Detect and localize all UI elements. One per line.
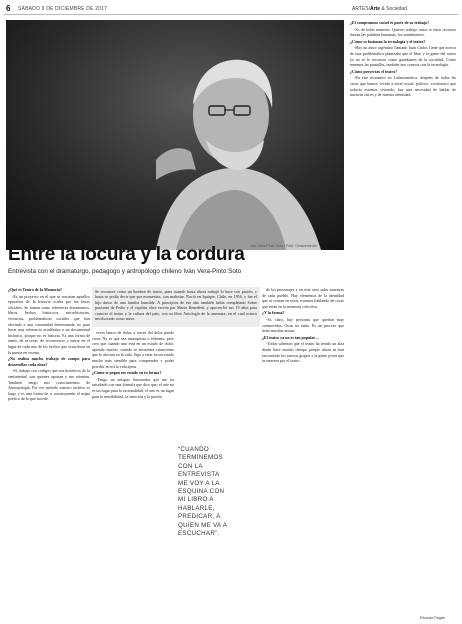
question: ¿No realiza mucho trabajo de campo para desarrollar cada obra? xyxy=(8,356,90,367)
article-subtitle: Entrevista con el dramaturgo, pedagogo y antropólogo chileno Iván Vera-Pinto Soto xyxy=(8,268,242,275)
photo-credit: Ricardo Pagán xyxy=(420,616,446,620)
publication-date: SÁBADO 9 DE DICIEMBRE DE 2017 xyxy=(18,6,108,12)
answer: -Todos sabemos que el teatro ha tenido un alza desde hace mucho tiempo porque ahora se han encontrado los nuevos grupos y la gente joven que se interesa por el teatro. xyxy=(262,341,344,364)
intro-box xyxy=(92,287,260,327)
article-title: Entre la locura y la cordura xyxy=(8,244,245,265)
article-column-3 xyxy=(262,287,344,617)
article-column-right xyxy=(350,20,456,614)
question: ¿Qué es Teatro de la Memoria? xyxy=(8,287,62,292)
question: ¿El teatro ya no es tan popular… xyxy=(262,334,320,340)
answer: de los personajes y en este caso sales muestras de cada pueblo. Hay elementos de la identidad que se cruzan en estos, estamos hablando de cosas que están en la memoria colectiva. xyxy=(262,287,344,309)
portrait-photo xyxy=(6,20,344,250)
section-label: ARTES/Arte & Sociedad xyxy=(352,6,407,12)
header-rule xyxy=(4,14,458,15)
question: ¿Cómo se fusionan la tecnología y el teatro? xyxy=(350,38,426,44)
article-column-2 xyxy=(92,330,174,617)
answer: -Es un proyecto en el que se rescatan aquellos episodios de la historia oculta por las letras oficiales. Se toman como referencia documentos, libros, hechos históricos, microhistorias, vivencias, problemáticas sociales que han afectado a una comunidad determinada, no para hacer una referencia académica o un documental histórico, porque no es historia. Es una forma de sentir, de re-crear, de reconocerse y entrar en el lugar de cada uno de los hechos que ocurrieron en la puesta en escena. xyxy=(8,293,90,355)
question: ¿El compromiso social es parte de su trabajo? xyxy=(350,20,430,25)
intro-text: Se reconoce como un hombre de teatro, pues cuando hasta ahora trabajó lo hace con pasión, y hasta se podía decir que por momentos, con malestar. Nació en Iquique, Chile, en 1956, y fue el hijo único de una familia humilde. A principios de ese año también había completado Sobre pasiones de Pedro y el capitán, obra escrita por Mario Benedetti, y aprovechó sus 19 años para conocer el teatro y la cultura del país, con su libro Antología de la amenaza, en el cual estuvo involucrado como autor. xyxy=(95,289,257,322)
answer: -Tengo un antiguo historiador que me ha estudiado con una fórmula que dice que: el arte no es un lugar para la racionalidad, el arte es un lugar para la sensibilidad, la emoción y la pasión. xyxy=(92,376,174,399)
question: ¿Y la forma? xyxy=(262,310,285,316)
answer: -Sí, trabajo con códigos que son históricos de lo sentimental, son quienes aportan y me orientan. También tengo mis conocimientos de Antropología. Por ese método nuestro archivo es largo y es una forma de ir construyendo el mapa poético de lo que sucede. xyxy=(8,368,90,402)
pull-quote-text: “CUANDO TERMINEMOS CON LA ENTREVISTA ME VOY A LA ESQUINA CON MI LIBRO A HABLARLE, PREDICAR, A QUIEN ME VA A ESCUCHAR”. xyxy=(178,446,227,538)
answer: -Hay un autor argentino llamado Juan Carlos Gené que acerca de esta problemática planteaba que el libro y la gente del teatro ya no se le reconoce como guardianes de la sociedad. Como tenemos las pantallas, también nos conecta con la tecnología. xyxy=(350,45,456,68)
question: ¿Cómo te pegan ese estado en tu forma? xyxy=(92,370,162,376)
answer: -Sí, claro, hay personas que quedan muy conmovidas. Otras no tanto. Es un proceso que tiene muchas aristas. xyxy=(262,316,344,334)
article-column-1 xyxy=(8,287,90,617)
answer: -En este momento en Latinoamérica, después de todas las crisis que hemos vivido a nivel social, político, económico que todavía estamos viviendo, hay una necesidad de hablar de nuestras raíces y de nuestra identidad. xyxy=(350,75,456,98)
pull-quote xyxy=(178,446,228,538)
photo-caption: Iván Vera-Pinto Soto / Foto: Ceracemento xyxy=(250,244,317,248)
answer: veces banco de dolor, a través del dolor puedo crear. No es que sea masoquista o enfermo, pero creo que cuando uno está en un estado de dolor, aprende mucho, cuando se encuentra situaciones que lo afectan en la vida. Sigo a estar en un estado mucho más sensible para comprender y poder percibir en mí la vida ajena. xyxy=(92,330,174,369)
answer: -Sí, de todas maneras. Quieres trabajo como si estos recursos fueran las palabras humanas, los sentimientos. xyxy=(350,26,456,38)
page-header xyxy=(4,4,458,16)
page-number: 6 xyxy=(6,4,11,13)
question: ¿Cómo proyectas el teatro? xyxy=(350,68,398,74)
